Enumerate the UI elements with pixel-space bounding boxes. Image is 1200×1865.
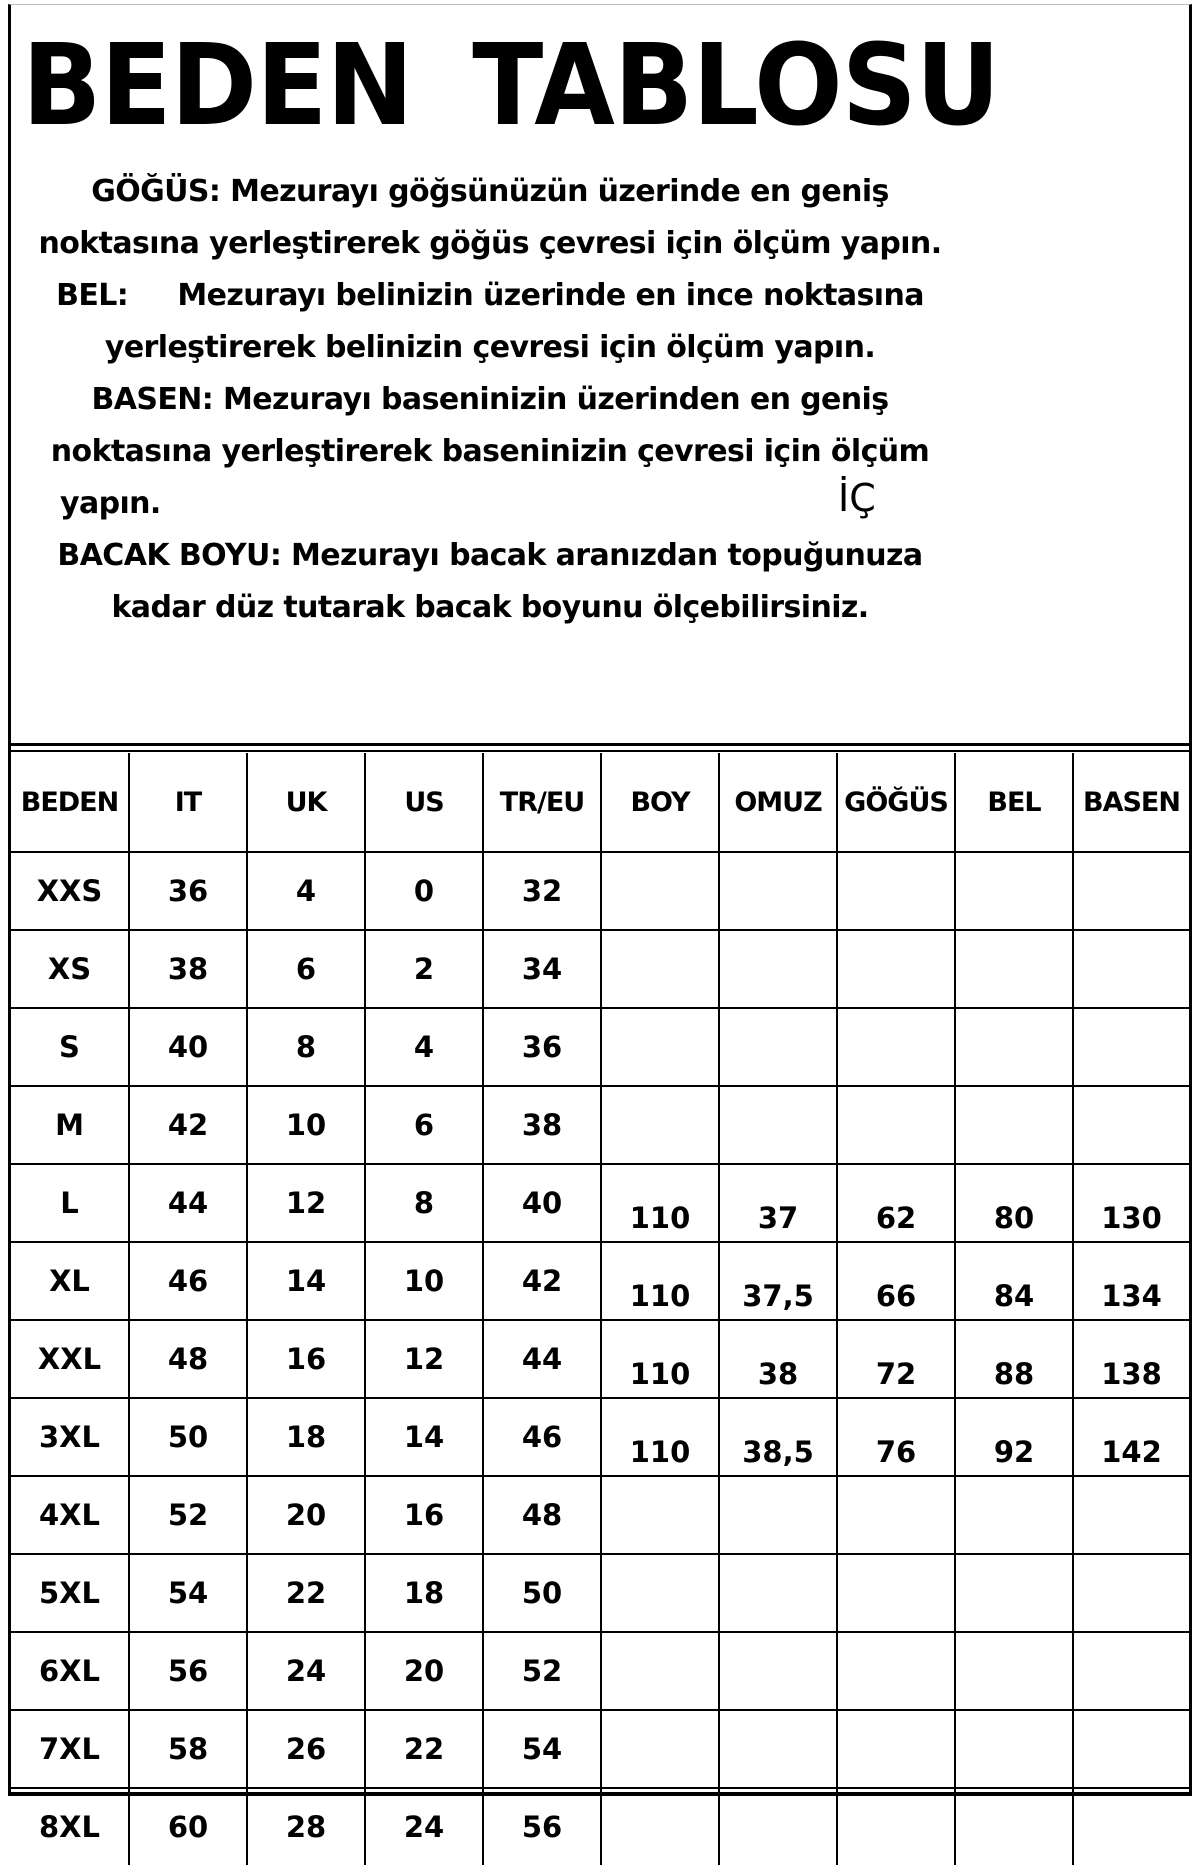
table-header (11, 753, 1189, 852)
table-cell: 56 (129, 1632, 247, 1710)
instruction-line: yapın. (60, 486, 161, 521)
table-cell (955, 1710, 1073, 1788)
table-cell (837, 1008, 955, 1086)
table-cell: 52 (129, 1476, 247, 1554)
table-cell: 6 (365, 1086, 483, 1164)
table-cell (955, 1008, 1073, 1086)
table-cell: 34 (483, 930, 601, 1008)
table-cell: 46 (129, 1242, 247, 1320)
table-cell (719, 1476, 837, 1554)
table-cell: 38,5 (719, 1398, 837, 1476)
table-cell: 60 (129, 1788, 247, 1865)
column-header: BASEN (1073, 753, 1189, 852)
header-row (11, 753, 1189, 852)
table-cell: 37,5 (719, 1242, 837, 1320)
table-cell: 58 (129, 1710, 247, 1788)
page-title: BEDEN TABLOSU (22, 21, 1000, 151)
table-cell (1073, 1086, 1189, 1164)
table-cell: 14 (247, 1242, 365, 1320)
table-cell (837, 1710, 955, 1788)
table-row (11, 1632, 1189, 1710)
table-cell: 24 (247, 1632, 365, 1710)
table-cell (837, 1476, 955, 1554)
table-cell: 46 (483, 1398, 601, 1476)
table-cell: 2 (365, 930, 483, 1008)
instruction-line: BASEN: Mezurayı baseninizin üzerinden en geniş (91, 382, 889, 417)
table-row (11, 1242, 1189, 1320)
column-header: BEL (955, 753, 1073, 852)
table-cell: 54 (483, 1710, 601, 1788)
instruction-line: BACAK BOYU: Mezurayı bacak aranızdan topuğunuza (57, 538, 923, 573)
table-cell (601, 1710, 719, 1788)
table-cell: 130 (1073, 1164, 1189, 1242)
table-cell (601, 1476, 719, 1554)
table-cell: 72 (837, 1320, 955, 1398)
table-row (11, 1398, 1189, 1476)
table-cell: 8 (247, 1008, 365, 1086)
table-cell (1073, 1632, 1189, 1710)
table-cell: 40 (129, 1008, 247, 1086)
table-cell: 48 (129, 1320, 247, 1398)
table-cell (955, 930, 1073, 1008)
table-cell (837, 1086, 955, 1164)
table-cell: 44 (483, 1320, 601, 1398)
table-cell (601, 1086, 719, 1164)
table-cell (719, 1086, 837, 1164)
table-cell: 92 (955, 1398, 1073, 1476)
table-cell: 36 (483, 1008, 601, 1086)
table-cell: 10 (365, 1242, 483, 1320)
table-cell (719, 1008, 837, 1086)
size-label-cell: M (11, 1086, 129, 1164)
table-cell: 54 (129, 1554, 247, 1632)
table-cell (955, 1554, 1073, 1632)
table-cell: 18 (247, 1398, 365, 1476)
table-cell (837, 1554, 955, 1632)
column-header: BEDEN (11, 753, 129, 852)
table-cell: 56 (483, 1788, 601, 1865)
column-header: US (365, 753, 483, 852)
table-cell: 40 (483, 1164, 601, 1242)
size-label-cell: XL (11, 1242, 129, 1320)
table-cell: 44 (129, 1164, 247, 1242)
table-cell (719, 1632, 837, 1710)
size-label-cell: XS (11, 930, 129, 1008)
table-body (11, 852, 1189, 1865)
table-cell: 26 (247, 1710, 365, 1788)
table-cell: 32 (483, 852, 601, 930)
size-label-cell: 7XL (11, 1710, 129, 1788)
ic-label: İÇ (838, 476, 876, 520)
column-header: GÖĞÜS (837, 753, 955, 852)
table-cell (955, 852, 1073, 930)
table-cell: 76 (837, 1398, 955, 1476)
table-cell: 48 (483, 1476, 601, 1554)
table-cell: 0 (365, 852, 483, 930)
table-cell: 22 (247, 1554, 365, 1632)
table-cell (837, 930, 955, 1008)
size-label-cell: 6XL (11, 1632, 129, 1710)
table-cell: 24 (365, 1788, 483, 1865)
table-cell: 110 (601, 1320, 719, 1398)
table-cell (601, 1554, 719, 1632)
table-cell (1073, 1554, 1189, 1632)
table-cell (601, 930, 719, 1008)
table-cell: 10 (247, 1086, 365, 1164)
table-cell: 38 (129, 930, 247, 1008)
table-cell: 52 (483, 1632, 601, 1710)
table-row (11, 1164, 1189, 1242)
table-cell: 84 (955, 1242, 1073, 1320)
table-cell (955, 1476, 1073, 1554)
size-chart-table (11, 753, 1189, 1865)
size-label-cell: XXS (11, 852, 129, 930)
table-row (11, 1710, 1189, 1788)
table-cell: 88 (955, 1320, 1073, 1398)
table-cell (1073, 852, 1189, 930)
table-cell: 16 (365, 1476, 483, 1554)
table-cell: 8 (365, 1164, 483, 1242)
table-cell (955, 1086, 1073, 1164)
table-cell (719, 852, 837, 930)
table-cell: 80 (955, 1164, 1073, 1242)
table-cell: 22 (365, 1710, 483, 1788)
size-label-cell: L (11, 1164, 129, 1242)
table-cell: 142 (1073, 1398, 1189, 1476)
column-header: TR/EU (483, 753, 601, 852)
table-cell: 42 (129, 1086, 247, 1164)
table-row (11, 1320, 1189, 1398)
table-row (11, 1008, 1189, 1086)
section-divider (8, 743, 1192, 752)
table-cell: 37 (719, 1164, 837, 1242)
column-header: UK (247, 753, 365, 852)
table-cell: 66 (837, 1242, 955, 1320)
size-label-cell: 5XL (11, 1554, 129, 1632)
table-cell (601, 1632, 719, 1710)
table-cell (837, 852, 955, 930)
column-header: BOY (601, 753, 719, 852)
column-header: IT (129, 753, 247, 852)
table-cell: 38 (719, 1320, 837, 1398)
table-cell: 4 (247, 852, 365, 930)
table-row (11, 1554, 1189, 1632)
table-cell: 12 (247, 1164, 365, 1242)
table-row (11, 1476, 1189, 1554)
table-cell (1073, 1710, 1189, 1788)
table-cell: 18 (365, 1554, 483, 1632)
table-cell: 36 (129, 852, 247, 930)
instruction-line: BEL: Mezurayı belinizin üzerinde en ince noktasına (56, 278, 924, 313)
table-cell (719, 1710, 837, 1788)
size-label-cell: 4XL (11, 1476, 129, 1554)
table-cell (1073, 930, 1189, 1008)
table-cell: 28 (247, 1788, 365, 1865)
table-cell: 62 (837, 1164, 955, 1242)
table-cell: 50 (483, 1554, 601, 1632)
size-label-cell: S (11, 1008, 129, 1086)
table-row (11, 1086, 1189, 1164)
table-cell: 16 (247, 1320, 365, 1398)
table-cell: 42 (483, 1242, 601, 1320)
table-cell: 6 (247, 930, 365, 1008)
table-cell (601, 1008, 719, 1086)
size-label-cell: XXL (11, 1320, 129, 1398)
instruction-line: noktasına yerleştirerek göğüs çevresi için ölçüm yapın. (38, 226, 942, 261)
size-label-cell: 8XL (11, 1788, 129, 1865)
table-cell (955, 1632, 1073, 1710)
table-cell: 110 (601, 1242, 719, 1320)
column-header: OMUZ (719, 753, 837, 852)
size-label-cell: 3XL (11, 1398, 129, 1476)
table-cell (837, 1632, 955, 1710)
table-cell: 134 (1073, 1242, 1189, 1320)
instruction-line: kadar düz tutarak bacak boyunu ölçebilirsiniz. (111, 590, 869, 625)
table-cell (1073, 1008, 1189, 1086)
table-cell: 4 (365, 1008, 483, 1086)
table-cell: 138 (1073, 1320, 1189, 1398)
table-cell: 20 (365, 1632, 483, 1710)
measurement-instructions (30, 166, 950, 634)
table-cell: 14 (365, 1398, 483, 1476)
table-cell: 12 (365, 1320, 483, 1398)
table-cell: 50 (129, 1398, 247, 1476)
table-cell: 110 (601, 1398, 719, 1476)
instruction-line: yerleştirerek belinizin çevresi için ölçüm yapın. (104, 330, 876, 365)
table-cell (719, 930, 837, 1008)
table-cell: 110 (601, 1164, 719, 1242)
table-cell (601, 852, 719, 930)
instruction-line: noktasına yerleştirerek baseninizin çevresi için ölçüm (50, 434, 930, 469)
table-row (11, 852, 1189, 930)
table-cell: 20 (247, 1476, 365, 1554)
table-cell (1073, 1476, 1189, 1554)
table-row (11, 930, 1189, 1008)
table-cell: 38 (483, 1086, 601, 1164)
instruction-line: GÖĞÜS: Mezurayı göğsünüzün üzerinde en geniş (91, 174, 889, 209)
table-cell (719, 1554, 837, 1632)
